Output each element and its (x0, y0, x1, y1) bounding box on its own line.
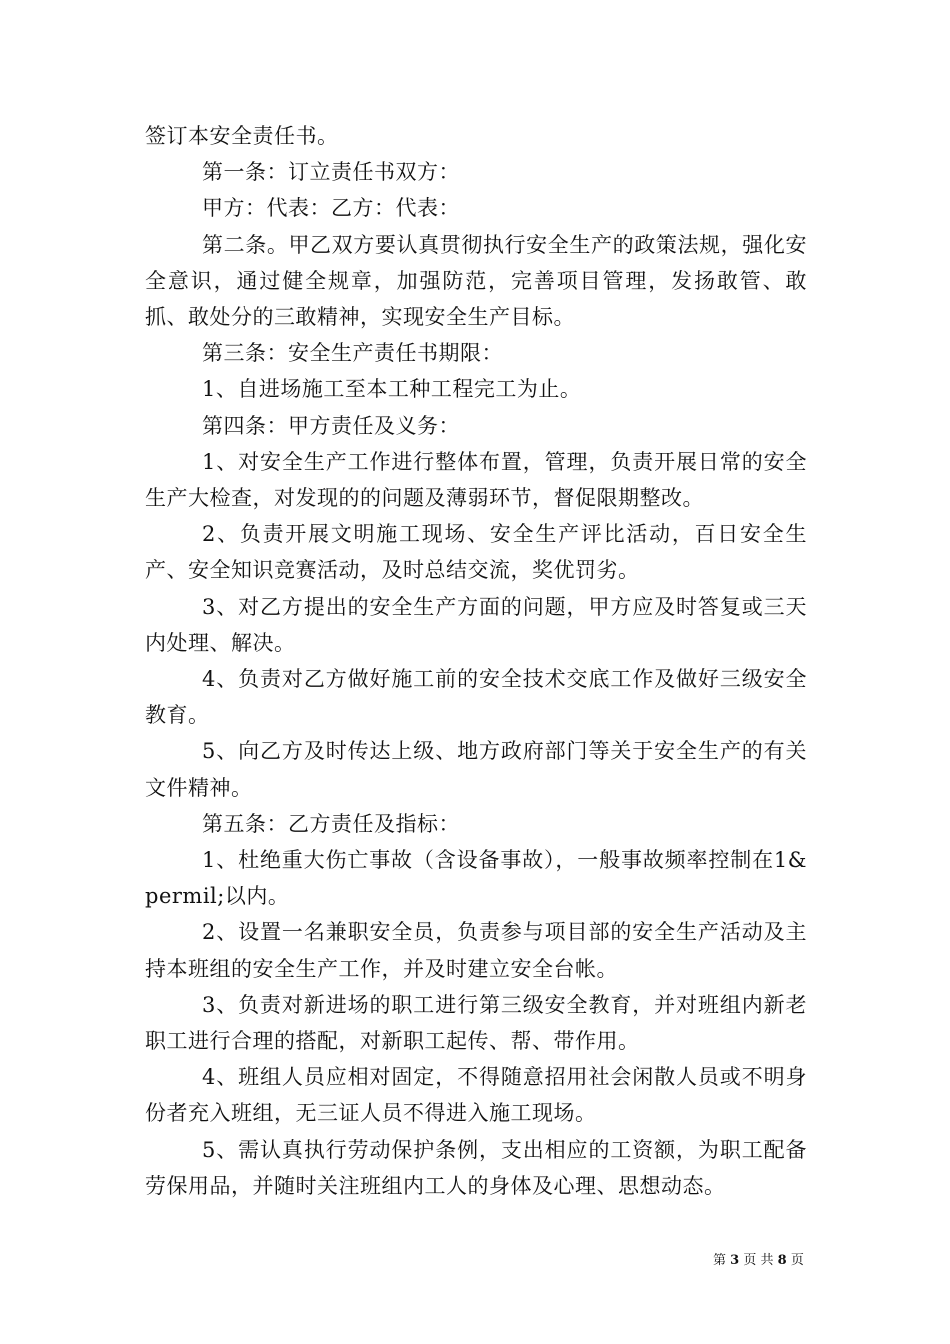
paragraph: 第二条。甲乙双方要认真贯彻执行安全生产的政策法规，强化安全意识，通过健全规章，加强防范，完善项目管理，发扬敢管、敢抓、敢处分的三敢精神，实现安全生产目标。 (145, 232, 807, 330)
paragraph: 第三条：安全生产责任书期限： (202, 341, 503, 366)
paragraph: 第一条：订立责任书双方： (202, 160, 460, 185)
page-footer (713, 1249, 804, 1268)
paragraph: 第五条：乙方责任及指标： (202, 811, 460, 836)
paragraph: 5、向乙方及时传达上级、地方政府部门等关于安全生产的有关文件精神。 (145, 739, 807, 800)
footer-prefix: 第 (713, 1253, 727, 1268)
paragraph: 5、需认真执行劳动保护条例，支出相应的工资额，为职工配备劳保用品，并随时关注班组内工人的身体及心理、思想动态。 (145, 1137, 807, 1198)
document-body (145, 118, 807, 1204)
paragraph: 签订本安全责任书。 (145, 124, 339, 148)
paragraph: 1、自进场施工至本工种工程完工为止。 (202, 377, 582, 402)
paragraph: 3、对乙方提出的安全生产方面的问题，甲方应及时答复或三天内处理、解决。 (145, 594, 807, 655)
paragraph: 2、设置一名兼职安全员，负责参与项目部的安全生产活动及主持本班组的安全生产工作，并及时建立安全台帐。 (145, 920, 807, 981)
paragraph: 1、杜绝重大伤亡事故（含设备事故），一般事故频率控制在1&permil;以内。 (145, 848, 807, 909)
paragraph: 4、班组人员应相对固定，不得随意招用社会闲散人员或不明身份者充入班组，无三证人员不得进入施工现场。 (145, 1065, 807, 1126)
footer-middle: 页 共 (743, 1253, 774, 1268)
paragraph: 4、负责对乙方做好施工前的安全技术交底工作及做好三级安全教育。 (145, 667, 807, 728)
footer-suffix: 页 (790, 1253, 804, 1268)
total-pages-number: 8 (777, 1253, 787, 1268)
paragraph: 1、对安全生产工作进行整体布置，管理，负责开展日常的安全生产大检查，对发现的的问题及薄弱环节，督促限期整改。 (145, 449, 807, 511)
paragraph: 3、负责对新进场的职工进行第三级安全教育，并对班组内新老职工进行合理的搭配，对新职工起传、帮、带作用。 (145, 992, 807, 1054)
paragraph: 甲方：代表：乙方：代表： (202, 196, 460, 221)
paragraph: 第四条：甲方责任及义务： (202, 413, 460, 438)
paragraph: 2、负责开展文明施工现场、安全生产评比活动，百日安全生产、安全知识竞赛活动，及时总结交流，奖优罚劣。 (145, 522, 807, 583)
current-page-number: 3 (730, 1253, 740, 1268)
